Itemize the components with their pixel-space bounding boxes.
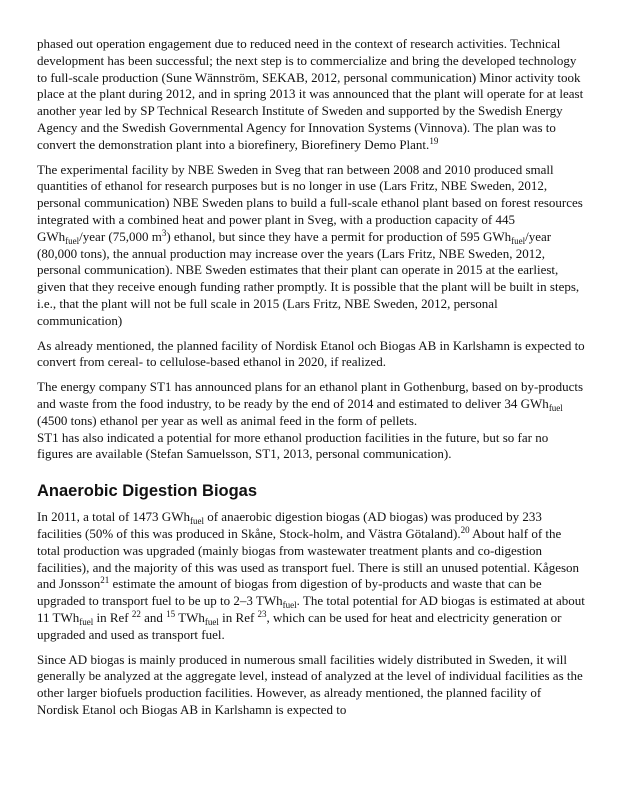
footnote-ref: 22 <box>131 608 141 619</box>
footnote-ref: 20 <box>460 524 470 535</box>
paragraph-sekab-plant: phased out operation engagement due to reduced need in the context of research activities. Technical development has been successful; the next step is to commercialize and bring the developed technology to full-scale production (Sune Wännström, SEKAB, 2012, personal communication) Minor activity took place at the plant during 2012, and in spring 2013 it was announced that the plant will operate for at least another year led by SP Technical Research Institute of Sweden and supported by the Swedish Energy Agency and the Swedish Governmental Agency for Innovation Systems (Vinnova). The plan was to convert the demonstration plant into a biorefinery, Biorefinery Demo Plant.$^{19}$ <box>37 36 584 152</box>
footnote-ref: 19 <box>429 135 439 146</box>
document-page <box>37 36 586 727</box>
footnote-ref: 21 <box>100 575 110 586</box>
footnote-ref: 15 <box>166 608 176 619</box>
paragraph-ad-biogas-production: In 2011, a total of 1473 GWh$_{fuel}$ of anaerobic digestion biogas (AD biogas) was produced by 233 facilities (50% of this was produced in Skåne, Stock-holm, and Västra Götaland).$^{20}$ About half of the total production was upgraded (mainly biogas from wastewater treatment plants and co-digestion facilities), and the majority of this was used as transport fuel. There is still an unused potential. Kågeson and Jonsson$^{21}$ estimate the amount of biogas from digestion of by-products and waste that can be upgraded to transport fuel to be up to 2–3 TWh$_{fuel}$. The total potential for AD biogas is estimated at about 11 TWh$_{fuel}$ in Ref $^{22}$ and $^{15}$ TWh$_{fuel}$ in Ref $^{23}$, which can be used for heat and electricity generation or upgraded and used as transport fuel. <box>37 509 585 642</box>
paragraph-st1-plans: The energy company ST1 has announced plans for an ethanol plant in Gothenburg, based on by-products and waste from the food industry, to be ready by the end of 2014 and estimated to deliver 34 GWh$_{fuel}$ (4500 tons) ethanol per year as well as animal feed in the form of pellets. <box>37 379 584 428</box>
section-heading: Anaerobic Digestion Biogas <box>37 482 258 501</box>
paragraph-nbe-sweden: The experimental facility by NBE Sweden in Sveg that ran between 2008 and 2010 produced small quantities of ethanol for research purposes but is no longer in use (Lars Fritz, NBE Sweden, 2012, personal communication) NBE Sweden plans to build a full-scale ethanol plant based on forest resources integrated with a combined heat and power plant in Sveg, with a production capacity of 445 GWh$_{fuel}$/year (75,000 $m^3$) ethanol, but since they have a permit for production of 595 GWh$_{fuel}$/year (80,000 tons), the annual production may increase over the years (Lars Fritz, NBE Sweden, 2012, personal communication). NBE Sweden estimates that their plant can operate in 2015 at the earliest, given that they receive enough funding rather promptly. It is possible that the plant will be built in steps, i.e., that the plant will not be full scale in 2015 (Lars Fritz, NBE Sweden, 2012, personal communication) <box>37 161 583 328</box>
paragraph-st1-potential: ST1 has also indicated a potential for more ethanol production facilities in the future, but so far no figures are available (Stefan Samuelsson, ST1, 2013, personal communication). <box>37 429 549 462</box>
paragraph-ad-biogas-facilities: Since AD biogas is mainly produced in numerous small facilities widely distributed in Sweden, it will generally be analyzed at the aggregate level, instead of analyzed at the level of individual facilities as the other larger biofuels production facilities. However, as already mentioned, the planned facility of Nordisk Etanol och Biogas AB in Karlshamn is expected to <box>37 651 583 717</box>
footnote-ref: 23 <box>257 608 267 619</box>
paragraph-karlshamn: As already mentioned, the planned facility of Nordisk Etanol och Biogas AB in Karlshamn is expected to convert from cereal- to cellulose-based ethanol in 2020, if realized. <box>37 337 585 370</box>
